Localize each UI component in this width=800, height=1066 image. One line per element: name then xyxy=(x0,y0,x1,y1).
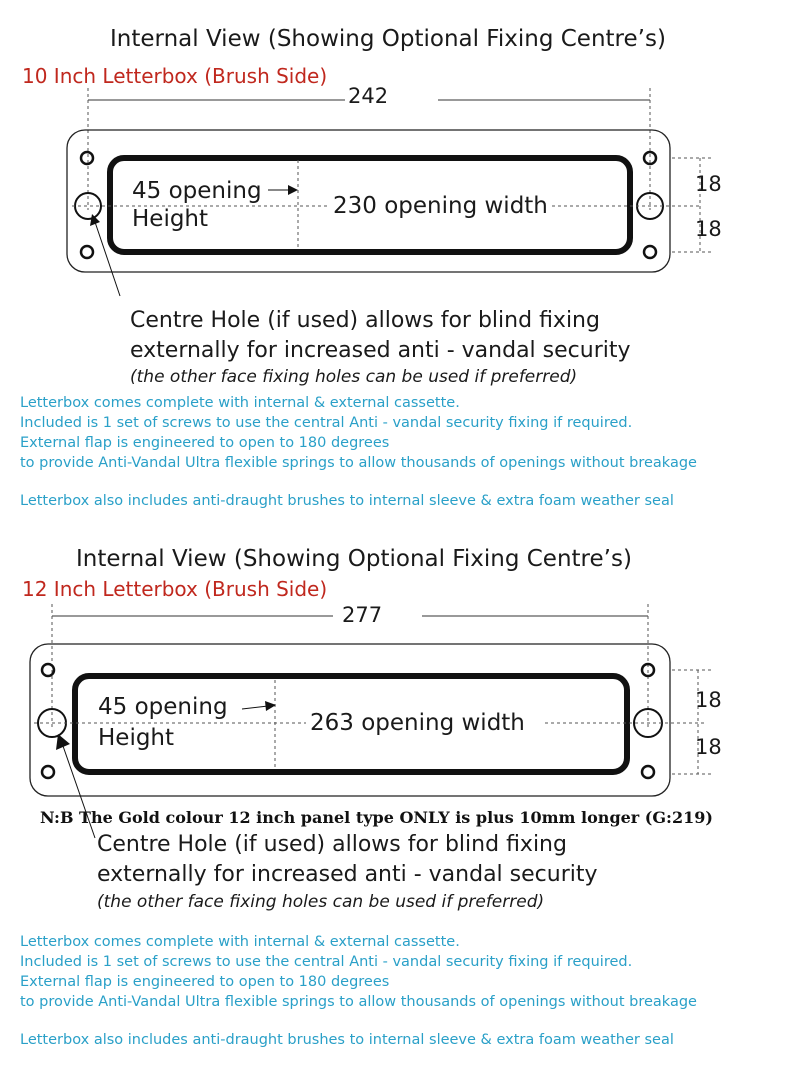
opening-height-label-line1: 45 opening xyxy=(132,178,262,204)
centre-hole-note-line3: (the other face fixing holes can be used if preferred) xyxy=(97,892,545,912)
height-arrow-head xyxy=(288,185,298,195)
panel-subtitle: 12 Inch Letterbox (Brush Side) xyxy=(22,577,328,601)
centre-hole-note-line1: Centre Hole (if used) allows for blind fixing xyxy=(97,832,567,857)
fixing-hole-bottom-right xyxy=(644,246,656,258)
opening-width-label: 263 opening width xyxy=(310,710,525,736)
opening-width-label: 230 opening width xyxy=(333,193,548,219)
overall-width-label: 242 xyxy=(348,84,389,108)
info-line-4: to provide Anti-Vandal Ultra flexible springs to allow thousands of openings without breakage xyxy=(20,994,697,1010)
info-line-1: Letterbox comes complete with internal & external cassette. xyxy=(20,395,460,411)
fixing-hole-bottom-right xyxy=(642,766,654,778)
opening-height-label-line2: Height xyxy=(98,725,175,751)
fixing-hole-top-left xyxy=(81,152,93,164)
fixing-hole-bottom-left xyxy=(42,766,54,778)
panel-title: Internal View (Showing Optional Fixing Centre’s) xyxy=(76,546,632,572)
nb-note: N:B The Gold colour 12 inch panel type ONLY is plus 10mm longer (G:219) xyxy=(40,808,713,827)
info-line-2: Included is 1 set of screws to use the central Anti - vandal security fixing if required. xyxy=(20,954,633,970)
hole-spacing-upper-label: 18 xyxy=(695,688,722,712)
centre-hole-leader-arrow xyxy=(56,734,70,750)
opening-height-label-line1: 45 opening xyxy=(98,694,228,720)
overall-width-label: 277 xyxy=(342,603,383,627)
hole-spacing-lower-label: 18 xyxy=(695,735,722,759)
centre-hole-note-line2: externally for increased anti - vandal security xyxy=(97,862,598,887)
fixing-hole-bottom-left xyxy=(81,246,93,258)
centre-hole-note-line1: Centre Hole (if used) allows for blind fixing xyxy=(130,308,600,333)
info-line-3: External flap is engineered to open to 180 degrees xyxy=(20,435,390,451)
hole-spacing-upper-label: 18 xyxy=(695,172,722,196)
info-line-2: Included is 1 set of screws to use the central Anti - vandal security fixing if required. xyxy=(20,415,633,431)
letterbox-12-inch-section xyxy=(0,520,800,1066)
info-line-1: Letterbox comes complete with internal & external cassette. xyxy=(20,934,460,950)
height-arrow-line xyxy=(242,706,268,709)
letterbox-10-inch-section xyxy=(0,0,800,520)
centre-hole-note-line2: externally for increased anti - vandal security xyxy=(130,338,631,363)
opening-height-label-line2: Height xyxy=(132,206,209,232)
panel-subtitle: 10 Inch Letterbox (Brush Side) xyxy=(22,64,328,88)
info-line-3: External flap is engineered to open to 180 degrees xyxy=(20,974,390,990)
info-line-4: to provide Anti-Vandal Ultra flexible springs to allow thousands of openings without breakage xyxy=(20,455,697,471)
height-arrow-head xyxy=(265,701,276,711)
panel-title: Internal View (Showing Optional Fixing Centre’s) xyxy=(110,26,666,52)
hole-spacing-lower-label: 18 xyxy=(695,217,722,241)
info-line-5: Letterbox also includes anti-draught brushes to internal sleeve & extra foam weather seal xyxy=(20,1032,674,1048)
centre-hole-note-line3: (the other face fixing holes can be used if preferred) xyxy=(130,367,578,387)
info-line-5: Letterbox also includes anti-draught brushes to internal sleeve & extra foam weather seal xyxy=(20,493,674,509)
